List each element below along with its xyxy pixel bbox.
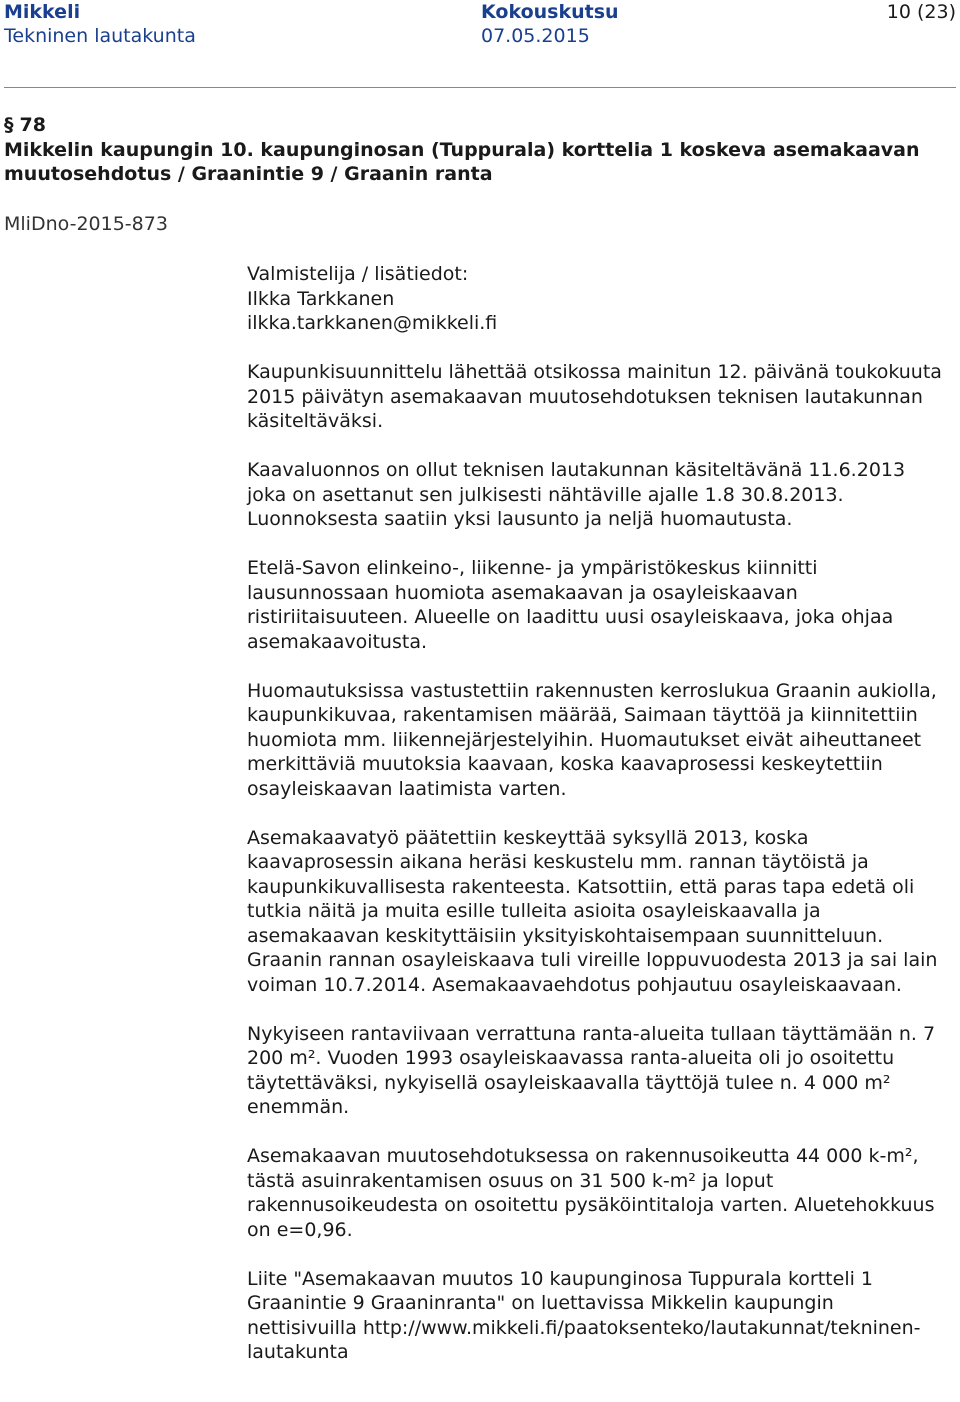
section-heading: [4, 113, 46, 137]
paragraph-process-suspended: Asemakaavatyö päätettiin keskeyttää syksyllä 2013, koska kaavaprosessin aikana heräsi keskustelu mm. rannan täytöistä ja kaupunkikuvallisesta rakenteesta. Katsottiin, että paras tapa edetä oli tutkia näitä ja muita esille tulleita asioita osayleiskaavalla ja asemakaavan keskityttäisiin yksityiskohtaisempaan suunnitteluun. Graanin rannan osayleiskaava tuli vireille loppuvuodesta 2013 ja sai lain voiman 10.7.2014. Asemakaavaehdotus pohjautuu osayleiskaavaan.: [247, 826, 938, 996]
section-title: Mikkelin kaupungin 10. kaupunginosan (Tuppurala) korttelia 1 koskeva asemakaavan muutosehdotus / Graanintie 9 / Graanin ranta: [4, 139, 920, 185]
section-symbol: §: [4, 114, 14, 136]
paragraph-shoreline-fill: Nykyiseen rantaviivaan verrattuna ranta-alueita tullaan täyttämään n. 7 200 m². Vuoden 1993 osayleiskaavassa ranta-alueita oli jo osoitettu täytettäväksi, nykyisellä osayleiskaavalla täyttöjä tulee n. 4 000 m² enemmän.: [247, 1022, 936, 1118]
header-org: Mikkeli: [4, 1, 81, 23]
header-page-number: 10 (23): [886, 1, 956, 23]
document-body: [247, 262, 947, 1389]
header-doc-type: Kokouskutsu: [481, 1, 619, 23]
paragraph-draft-history: Kaavaluonnos on ollut teknisen lautakunnan käsiteltävänä 11.6.2013 joka on asettanut sen julkisesti nähtäville ajalle 1.8 30.8.2013. Luonnoksesta saatiin yksi lausunto ja neljä huomautusta.: [247, 459, 906, 530]
paragraph-intro: Kaupunkisuunnittelu lähettää otsikossa mainitun 12. päivänä toukokuuta 2015 päivätyn asemakaavan muutosehdotuksen teknisen lautakunnan käsiteltäväksi.: [247, 361, 942, 432]
page-header: [0, 0, 960, 60]
paragraph-building-rights: Asemakaavan muutosehdotuksessa on rakennusoikeutta 44 000 k-m², tästä asuinrakentamisen osuus on 31 500 k-m² ja loput rakennusoikeudesta on osoitettu pysäköintitaloja varten. Aluetehokkuus on e=0,96.: [247, 1145, 935, 1241]
paragraph-ely-statement: Etelä-Savon elinkeino-, liikenne- ja ympäristökeskus kiinnitti lausunnossaan huomiota asemakaavan ja osayleiskaavan ristiriitaisuuteen. Alueelle on laadittu uusi osayleiskaava, joka ohjaa asemakaavoitusta.: [247, 557, 894, 653]
header-date: 07.05.2015: [481, 25, 590, 47]
header-unit: Tekninen lautakunta: [4, 25, 196, 47]
preparer-label: Valmistelija / lisätiedot:: [247, 263, 469, 285]
preparer-name: Ilkka Tarkkanen: [247, 287, 395, 310]
diary-number: MliDno-2015-873: [4, 213, 168, 235]
section-number: 78: [19, 114, 46, 136]
header-divider: [4, 87, 956, 88]
spacer: [247, 336, 947, 361]
paragraph-objections: Huomautuksissa vastustettiin rakennusten kerroslukua Graanin aukiolla, kaupunkikuvaa, rakentamisen määrää, Saimaan täyttöä ja kiinnitettiin huomiota mm. liikennejärjestelyihin. Huomautukset eivät aiheuttaneet merkittäviä muutoksia kaavaan, koska kaavaprosessi keskeytettiin osayleiskaavan laatimista varten.: [247, 679, 937, 800]
preparer-email: ilkka.tarkkanen@mikkeli.fi: [247, 312, 498, 334]
paragraph-attachment: Liite "Asemakaavan muutos 10 kaupunginosa Tuppurala kortteli 1 Graanintie 9 Graaninranta" on luettavissa Mikkelin kaupungin nettisivuilla http://www.mikkeli.fi/paatoksenteko/lautakunnat/tekninen-lautakunta: [247, 1267, 921, 1363]
